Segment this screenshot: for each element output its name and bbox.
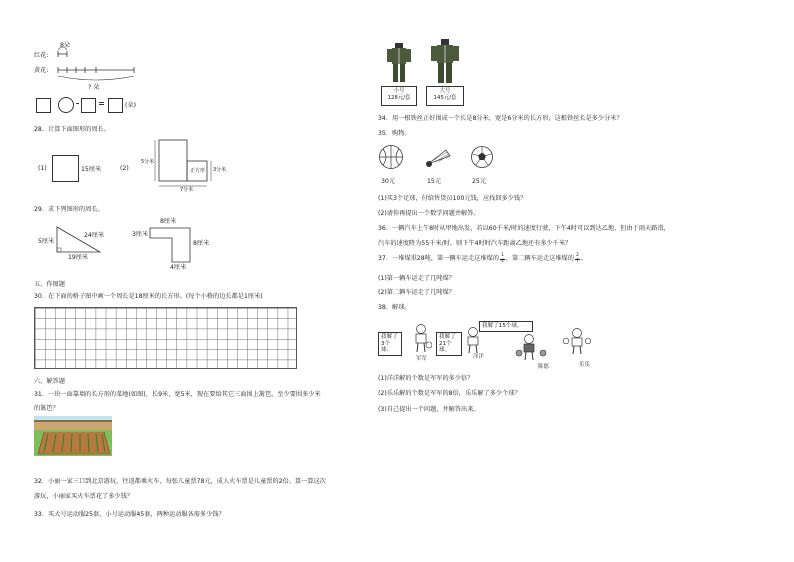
red-flower-label: 红花: xyxy=(34,52,49,59)
bubble-2-text: 我解了21个球。 xyxy=(439,334,456,354)
q37-suffix: 。 xyxy=(580,255,588,263)
child-junjun xyxy=(410,323,432,355)
answer-circle[interactable] xyxy=(58,97,74,113)
large-size-label: 大号 xyxy=(439,88,451,94)
speech-bubble-3 xyxy=(479,321,533,332)
shuttlecock-price: 15元 xyxy=(427,178,442,185)
diagram-top-count: 8朵 xyxy=(60,42,71,49)
q37-middle: ，第二辆车运走这堆煤的 xyxy=(505,255,574,263)
question-38: 38．解球。 xyxy=(378,304,411,311)
question-35-2: (2)请你再提出一个数学问题并解答。 xyxy=(378,210,480,217)
section-5-heading: 五、作图题 xyxy=(34,281,65,288)
q29-tri-bottom: 19厘米 xyxy=(68,254,89,261)
q28-fig2-bottom-length: 7分米 xyxy=(180,187,194,193)
q29-triangle xyxy=(55,225,105,255)
question-29: 29．求下列图形的周长。 xyxy=(34,206,104,213)
q28-fig1-side: 15厘米 xyxy=(81,166,102,173)
question-32-line2: 游玩，小丽家买火车票花了多少钱？ xyxy=(34,493,133,500)
child-chende xyxy=(515,333,549,363)
small-price: 128元/套 xyxy=(387,94,411,101)
q28-fig2-right-length: 3分米 xyxy=(213,167,227,173)
small-sportswear-picture xyxy=(383,40,415,86)
speech-bubble-1 xyxy=(378,332,402,356)
q29-tri-left: 5厘米 xyxy=(38,238,55,245)
soccer-ball-price: 25元 xyxy=(472,178,487,185)
question-28: 28．计算下面图形的周长。 xyxy=(34,126,110,133)
q37-fraction-1-den: 4 xyxy=(500,258,504,264)
basketball-icon xyxy=(378,144,404,170)
large-price: 145元/套 xyxy=(433,94,457,101)
drawing-grid[interactable] xyxy=(34,307,297,369)
q37-fraction-1 xyxy=(500,254,505,264)
speech-bubble-2 xyxy=(436,332,462,356)
section-6-heading: 六、解答题 xyxy=(34,378,65,385)
q28-fig2-label: (2) xyxy=(120,165,129,172)
question-38-2: (2)乐乐解的个数是军军的8倍，乐乐解了多少个球？ xyxy=(378,390,521,397)
question-38-3: (3)自己提出一个问题，并解答出来。 xyxy=(378,406,480,413)
large-sportswear-picture xyxy=(428,36,462,86)
q37-fraction-2 xyxy=(575,254,580,264)
minus-sign xyxy=(76,103,79,104)
q37-fraction-1-num: 1 xyxy=(500,253,504,258)
answer-square-1[interactable] xyxy=(36,98,51,113)
small-size-label: 小号 xyxy=(393,88,405,94)
answer-square-2[interactable] xyxy=(81,98,96,113)
q29-l-right: 8厘米 xyxy=(193,240,210,247)
question-35: 35．购物。 xyxy=(378,130,411,137)
unit-expression: (朵) xyxy=(125,102,137,109)
question-35-1: (1)买3个足球，付给售货员100元钱，应找回多少钱？ xyxy=(378,195,527,202)
q29-tri-hyp: 24厘米 xyxy=(84,232,105,239)
q29-l-left: 3厘米 xyxy=(132,231,149,238)
question-32-line1: 32．小丽一家三口到北京游玩，往返都乘火车，每张儿童票78元，成人火车票是儿童票的2倍。算一算这次 xyxy=(34,478,326,485)
name-lele: 乐乐 xyxy=(579,362,590,368)
large-price-tag xyxy=(426,86,464,106)
name-yangyang: 洋洋 xyxy=(473,354,484,360)
equals-sign xyxy=(99,102,104,105)
question-38-1: (1)洋洋解的个数是军军的多少倍？ xyxy=(378,375,474,382)
small-price-tag xyxy=(381,86,417,106)
question-37-1: (1)第一辆车运走了几吨煤？ xyxy=(378,275,455,282)
q37-fraction-2-den: 7 xyxy=(575,258,579,264)
shuttlecock-icon xyxy=(424,146,452,168)
name-junjun: 军军 xyxy=(416,356,427,362)
bubble-1-text: 我解了3个球。 xyxy=(381,334,398,354)
q28-fig2-square-label: 正方形 xyxy=(190,168,206,174)
q28-fig1-label: (1) xyxy=(38,165,47,172)
yellow-flower-label: 黄花: xyxy=(34,67,49,74)
diagram-question: ? 朵 xyxy=(88,84,100,91)
bubble-3-text: 我解了15个球。 xyxy=(482,323,523,329)
basketball-price: 30元 xyxy=(381,178,396,185)
q28-square xyxy=(52,155,79,182)
question-31-line2: 的篱笆？ xyxy=(34,405,59,412)
q37-prefix: 37．一堆煤重28吨，第一辆车运走这堆煤的 xyxy=(378,255,499,263)
question-34: 34．用一根铁丝正好围成一个长是8分米，宽是6分米的长方形，这根铁丝长是多少分米？ xyxy=(378,115,623,122)
question-33: 33．买大号运动服25套，小号运动服45套，两种运动服各需多少钱？ xyxy=(34,511,225,518)
q29-l-shape xyxy=(148,226,194,266)
question-36-line1: 36．一辆汽车上午8时从甲地出发，若以60千米/时的速度行驶，下午4时可以到达乙地，但由于雨天路滑， xyxy=(378,225,670,232)
q37-fraction-2-num: 2 xyxy=(575,253,579,258)
child-lele xyxy=(563,327,593,357)
question-31-line1: 31．一块一面靠墙的长方形的菜地(如图)，长9米，宽5米，现在要给其它三面围上篱笆，至少要围多少米 xyxy=(34,391,321,398)
name-chende: 陈德 xyxy=(538,364,549,370)
question-36-line2: 汽车的速度降为55千米/时，则下午4时时汽车距离乙地还有多少千米？ xyxy=(378,240,572,247)
question-37-2: (2)第二辆车运走了几吨煤？ xyxy=(378,289,455,296)
question-37 xyxy=(378,254,587,264)
q29-l-bottom: 4厘米 xyxy=(170,264,187,271)
garden-picture xyxy=(34,416,112,456)
q28-fig2-left-length: 5分米 xyxy=(141,159,155,165)
answer-square-3[interactable] xyxy=(108,98,123,113)
soccer-ball-icon xyxy=(470,145,494,169)
q29-l-top: 8厘米 xyxy=(160,218,177,225)
question-30: 30．在下面的格子图中画一个周长是18厘米的长方形。(每个小格的边长都是1厘米) xyxy=(34,293,263,300)
